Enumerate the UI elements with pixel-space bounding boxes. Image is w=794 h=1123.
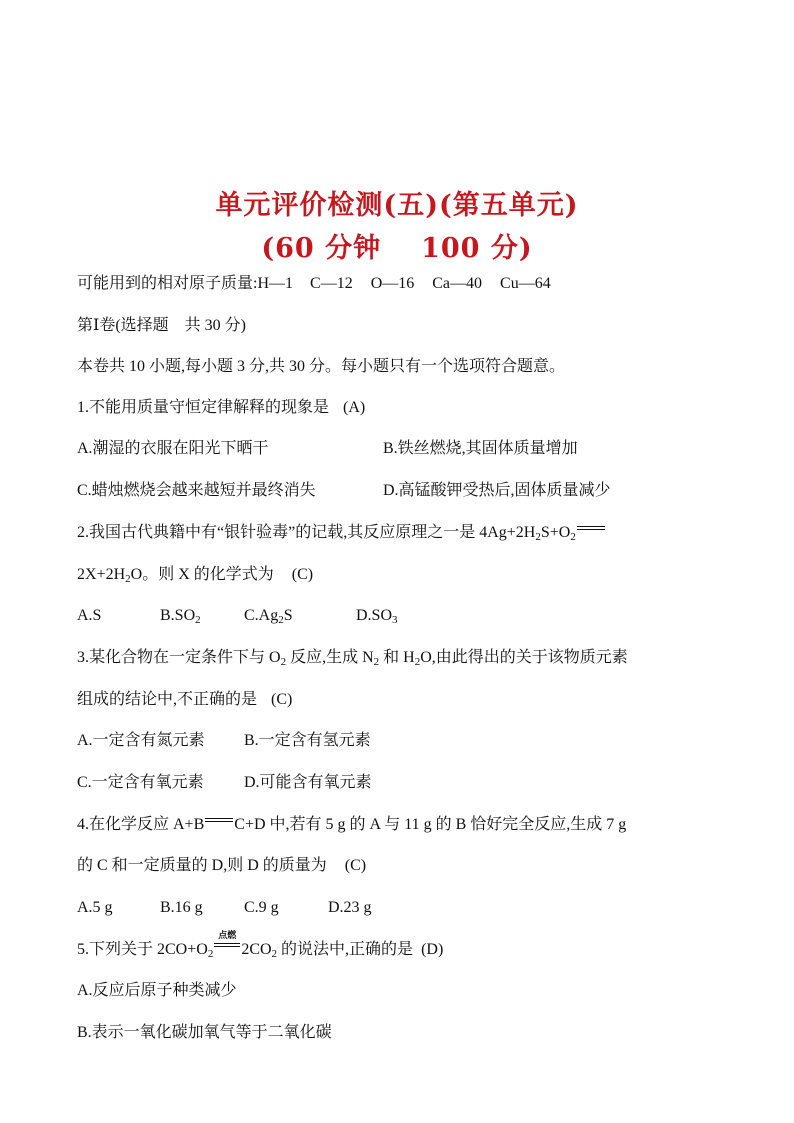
reaction-condition: 点燃 [218,930,237,940]
mass-item: Cu—64 [500,275,551,292]
option-b: B.铁丝燃烧,其固体质量增加 [383,440,578,457]
reaction-arrow [214,930,240,951]
page-subtitle [0,226,794,265]
option-c: C.一定含有氧元素 [77,774,204,791]
question-text: S+O [540,524,571,541]
question-3-stem-line2 [77,690,292,710]
question-3-options-row2 [77,773,372,793]
subscript: 3 [392,614,398,626]
question-text: 2CO [241,941,272,958]
masses-label: 可能用到的相对原子质量: [77,275,258,292]
question-text: O。则 X 的化学式为 [130,566,274,583]
subscript: 2 [535,531,541,543]
subscript: 2 [207,948,214,960]
answer-label: (D) [421,941,444,958]
answer-label: (C) [291,566,314,583]
question-1-options-row2 [77,481,611,501]
option-c-text: S [283,607,293,624]
subtitle-time: (60 分钟 [261,233,382,264]
question-text: 和 H [379,649,415,666]
subscript: 2 [195,614,201,626]
question-text: 4.在化学反应 A+B [77,816,205,833]
section-heading: 第Ⅰ卷(选择题 共 30 分) [77,317,246,334]
option-a: A.潮湿的衣服在阳光下晒干 [77,440,269,457]
equals-sign [577,524,605,534]
option-a: A.5 g [77,899,113,916]
question-4-stem-line2 [77,856,366,876]
question-2-stem-line2 [77,565,313,585]
question-3-options-row1 [77,731,371,751]
subscript: 2 [278,614,284,626]
question-text: O,由此得出的关于该物质元素 [420,649,628,666]
question-text: 反应,生成 N [286,649,374,666]
question-1-stem [77,398,365,418]
answer-label: (C) [271,691,293,708]
option-d: D.高锰酸钾受热后,固体质量减少 [383,482,611,499]
option-c: C.蜡烛燃烧会越来越短并最终消失 [77,482,316,499]
question-3-stem-line1 [77,648,628,668]
question-text: 的 C 和一定质量的 D,则 D 的质量为 [77,857,327,874]
question-text: 组成的结论中,不正确的是 [77,691,258,708]
question-text: C+D 中,若有 5 g 的 A 与 11 g 的 B 恰好完全反应,生成 7 g [234,816,627,833]
question-text: 2.我国古代典籍中有“银针验毒”的记载,其反应原理之一是 4Ag+2H [77,524,536,541]
option-a: A.S [77,607,102,624]
question-text: 5.下列关于 2CO+O [77,941,208,958]
answer-label: (C) [344,857,367,874]
mass-item: Ca—40 [432,275,483,292]
answer-label: (A) [343,399,366,416]
option-d-text: D.SO [356,607,393,624]
option-d [356,607,398,624]
option-c: C.9 g [244,899,279,916]
option-b-text: B.SO [160,607,196,624]
question-4-stem-line1 [77,815,626,835]
question-5-stem [77,930,444,960]
question-5-option-a: A.反应后原子种类减少 [77,982,237,999]
question-1-options-row1 [77,439,578,459]
option-c [244,606,356,626]
subscript: 2 [414,656,421,668]
question-text: 2X+2H [77,566,126,583]
question-5-option-b: B.表示一氧化碳加氧气等于二氧化碳 [77,1024,332,1041]
option-b: B.16 g [160,899,203,916]
question-text: 1.不能用质量守恒定律解释的现象是 [77,399,330,416]
mass-item: H—1 [257,275,294,292]
option-d: D.23 g [328,899,372,916]
question-2-options [77,606,398,626]
page-title: 单元评价检测(五)(第五单元) [215,190,579,221]
subscript: 2 [125,573,131,585]
subscript: 2 [373,656,380,668]
option-d: D.可能含有氧元素 [244,774,372,791]
subtitle-score: 100 分) [421,233,533,264]
mass-item: O—16 [370,275,415,292]
option-b [160,606,244,626]
option-c-text: C.Ag [244,607,279,624]
option-a: A.一定含有氮元素 [77,732,205,749]
instructions: 本卷共 10 小题,每小题 3 分,共 30 分。每小题只有一个选项符合题意。 [77,358,566,375]
question-text: 3.某化合物在一定条件下与 O [77,649,281,666]
equals-sign [205,816,233,826]
question-text: 的说法中,正确的是 [277,941,414,958]
mass-item: C—12 [310,275,353,292]
question-2-stem-line1 [77,523,606,543]
subscript: 2 [570,531,576,543]
subscript: 2 [280,656,287,668]
question-4-options [77,898,372,918]
subscript: 2 [271,948,278,960]
option-b: B.一定含有氢元素 [244,732,371,749]
atomic-masses [77,274,551,294]
